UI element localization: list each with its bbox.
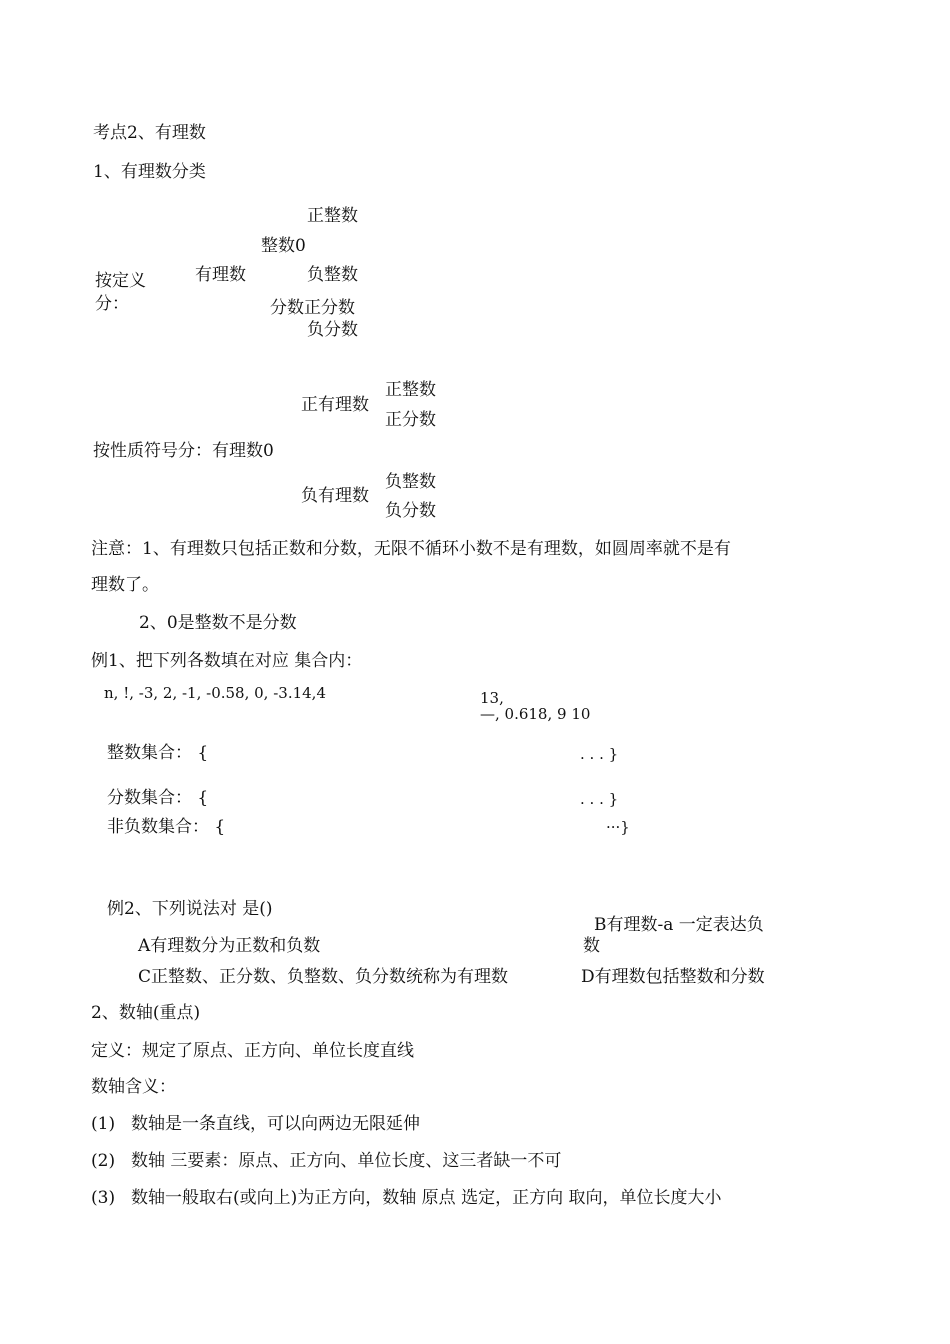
set-label: 非负数集合： {	[107, 817, 226, 837]
rational-root-label: 有理数	[195, 265, 246, 285]
set-ellipsis: ···}	[606, 818, 630, 836]
definition-label-line1: 按定义	[95, 271, 146, 291]
example2-title: 例2、下列说法对 是()	[107, 899, 273, 919]
example1-fraction-top: 13,	[480, 689, 504, 707]
sign-positive-fraction: 正分数	[385, 410, 436, 430]
option-a: A有理数分为正数和负数	[138, 936, 321, 956]
item-number: (2)	[91, 1151, 116, 1171]
option-d: D有理数包括整数和分数	[581, 967, 765, 987]
sign-negative-integer: 负整数	[385, 472, 436, 492]
definition-label-line2: 分：	[95, 294, 129, 314]
positive-rational-label: 正有理数	[301, 395, 369, 415]
item-text: 数轴一般取右(或向上)为正方向，数轴 原点 选定，正方向 取向，单位长度大小	[131, 1188, 722, 1208]
example1-fraction-rest: —, 0.618, 9 10	[480, 705, 591, 723]
note-line3: 2、0是整数不是分数	[139, 613, 297, 633]
set-ellipsis: . . . }	[580, 790, 619, 808]
note-line2: 理数了。	[91, 575, 159, 595]
option-c: C正整数、正分数、负整数、负分数统称为有理数	[138, 967, 509, 987]
item-text: 数轴 三要素：原点、正方向、单位长度、这三者缺一不可	[131, 1151, 562, 1171]
number-line-title: 2、数轴(重点)	[91, 1003, 201, 1023]
positive-integer-label: 正整数	[307, 206, 358, 226]
item-number: (1)	[91, 1114, 116, 1134]
sign-positive-integer: 正整数	[385, 380, 436, 400]
note-line1: 注意：1、有理数只包括正数和分数，无限不循环小数不是有理数，如圆周率就不是有	[91, 539, 731, 559]
set-label: 分数集合： {	[107, 788, 209, 808]
option-b-line2: 数	[583, 936, 600, 956]
set-ellipsis: . . . }	[580, 745, 619, 763]
number-line-definition: 定义：规定了原点、正方向、单位长度直线	[91, 1041, 414, 1061]
section-title: 考点2、有理数	[93, 123, 206, 143]
example1-numbers: n, !, -3, 2, -1, -0.58, 0, -3.14,4	[104, 684, 326, 702]
example1-title: 例1、把下列各数填在对应 集合内：	[91, 651, 363, 671]
classification-title: 1、有理数分类	[93, 162, 206, 182]
set-label: 整数集合： {	[107, 743, 209, 763]
option-b-line1: B有理数-a 一定表达负	[594, 915, 764, 935]
negative-integer-label: 负整数	[307, 265, 358, 285]
integer-label: 整数0	[261, 236, 306, 256]
item-number: (3)	[91, 1188, 116, 1208]
sign-label: 按性质符号分：有理数0	[93, 441, 274, 461]
item-text: 数轴是一条直线，可以向两边无限延伸	[131, 1114, 420, 1134]
negative-rational-label: 负有理数	[301, 486, 369, 506]
sign-negative-fraction: 负分数	[385, 501, 436, 521]
fraction-label: 分数正分数	[270, 298, 355, 318]
negative-fraction-label: 负分数	[307, 320, 358, 340]
number-line-meaning-title: 数轴含义：	[91, 1077, 176, 1097]
